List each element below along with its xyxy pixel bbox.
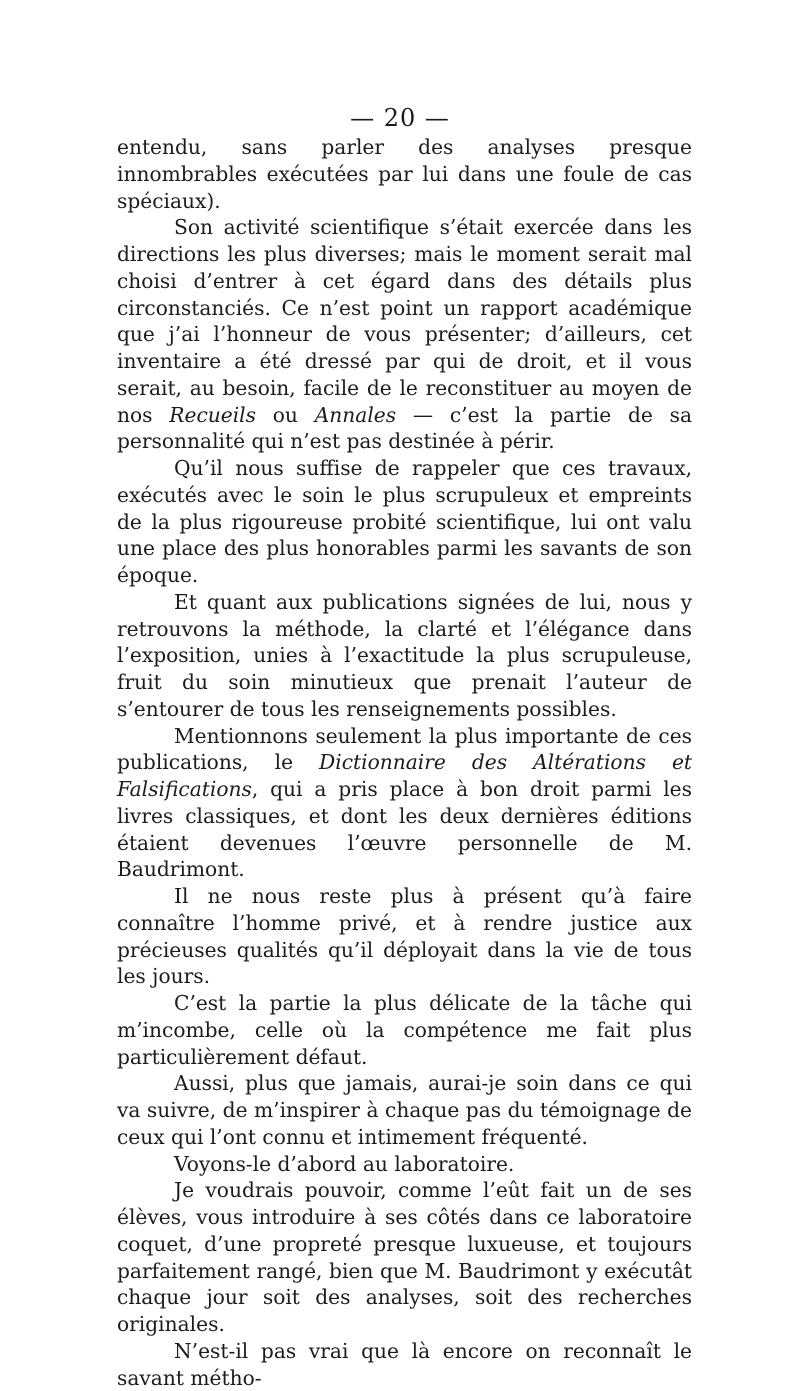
italic-title: Annales <box>314 402 397 427</box>
text-span: C’est la partie la plus délicate de la tâche qui m’incombe, celle où la compétence me fait plus particulièrement défaut. <box>117 991 692 1069</box>
paragraph <box>117 723 692 884</box>
body-text <box>117 134 692 1391</box>
text-span: Et quant aux publications signées de lui, nous y retrouvons la méthode, la clarté et l’élégance dans l’exposition, unies à l’exactitude la plus scrupuleuse, fruit du soin minutieux que prenait l’auteur de s’entourer de tous les renseignements possibles. <box>117 589 692 721</box>
paragraph <box>117 214 692 455</box>
paragraph <box>117 1070 692 1150</box>
text-span: Il ne nous reste plus à présent qu’à faire connaître l’homme privé, et à rendre justice aux précieuses qualités qu’il déployait dans la vie de tous les jours. <box>117 884 692 989</box>
paragraph <box>117 990 692 1070</box>
text-span: — c’est la partie de sa personnalité qui n’est pas destinée à périr. <box>117 402 692 454</box>
italic-title: Recueils <box>169 402 256 427</box>
text-span: Son activité scientifique s’était exercée dans les directions les plus diverses; mais le moment serait mal choisi d’entrer à cet égard dans des détails plus circonstanciés. Ce n’est point un rapport académique que j’ai l’honneur de vous présenter; d’ailleurs, cet inventaire a été dressé par qui de droit, et il vous serait, au besoin, facile de le reconstituer au moyen de nos <box>117 215 692 427</box>
paragraph <box>117 1338 692 1391</box>
paragraph <box>117 589 692 723</box>
paragraph <box>117 1151 692 1178</box>
paragraph <box>117 455 692 589</box>
text-span: N’est-il pas vrai que là encore on reconnaît le savant métho- <box>117 1338 692 1390</box>
paragraph <box>117 883 692 990</box>
italic-title: Dictionnaire des Altérations et Falsifications <box>117 750 693 801</box>
page-number: — 20 — <box>350 104 450 132</box>
text-span: , qui a pris place à bon droit parmi les livres classiques, et dont les deux dernières éditions étaient devenues l’œuvre personnelle de M. Baudrimont. <box>117 777 692 882</box>
text-span: ou <box>255 402 315 427</box>
text-span: Voyons-le d’abord au laboratoire. <box>174 1151 515 1176</box>
paragraph <box>117 1177 692 1338</box>
text-span: Aussi, plus que jamais, aurai-je soin dans ce qui va suivre, de m’inspirer à chaque pas du témoignage de ceux qui l’ont connu et intimement fréquenté. <box>117 1071 692 1149</box>
text-span: Mentionnons seulement la plus importante de ces publications, le <box>117 723 692 775</box>
text-span: entendu, sans parler des analyses presque innombrables exécutées par lui dans une foule de cas spéciaux). <box>117 135 692 213</box>
text-span: Qu’il nous suffise de rappeler que ces travaux, exécutés avec le soin le plus scrupuleux et empreints de la plus rigoureuse probité scientifique, lui ont valu une place des plus honorables parmi les savants de son époque. <box>117 456 692 587</box>
text-span: Je voudrais pouvoir, comme l’eût fait un de ses élèves, vous introduire à ses côtés dans ce laboratoire coquet, d’une propreté presque luxueuse, et toujours parfaitement rangé, bien que M. Baudrimont y exécutât chaque jour soit des analyses, soit des recherches originales. <box>117 1178 692 1336</box>
paragraph <box>117 134 692 214</box>
